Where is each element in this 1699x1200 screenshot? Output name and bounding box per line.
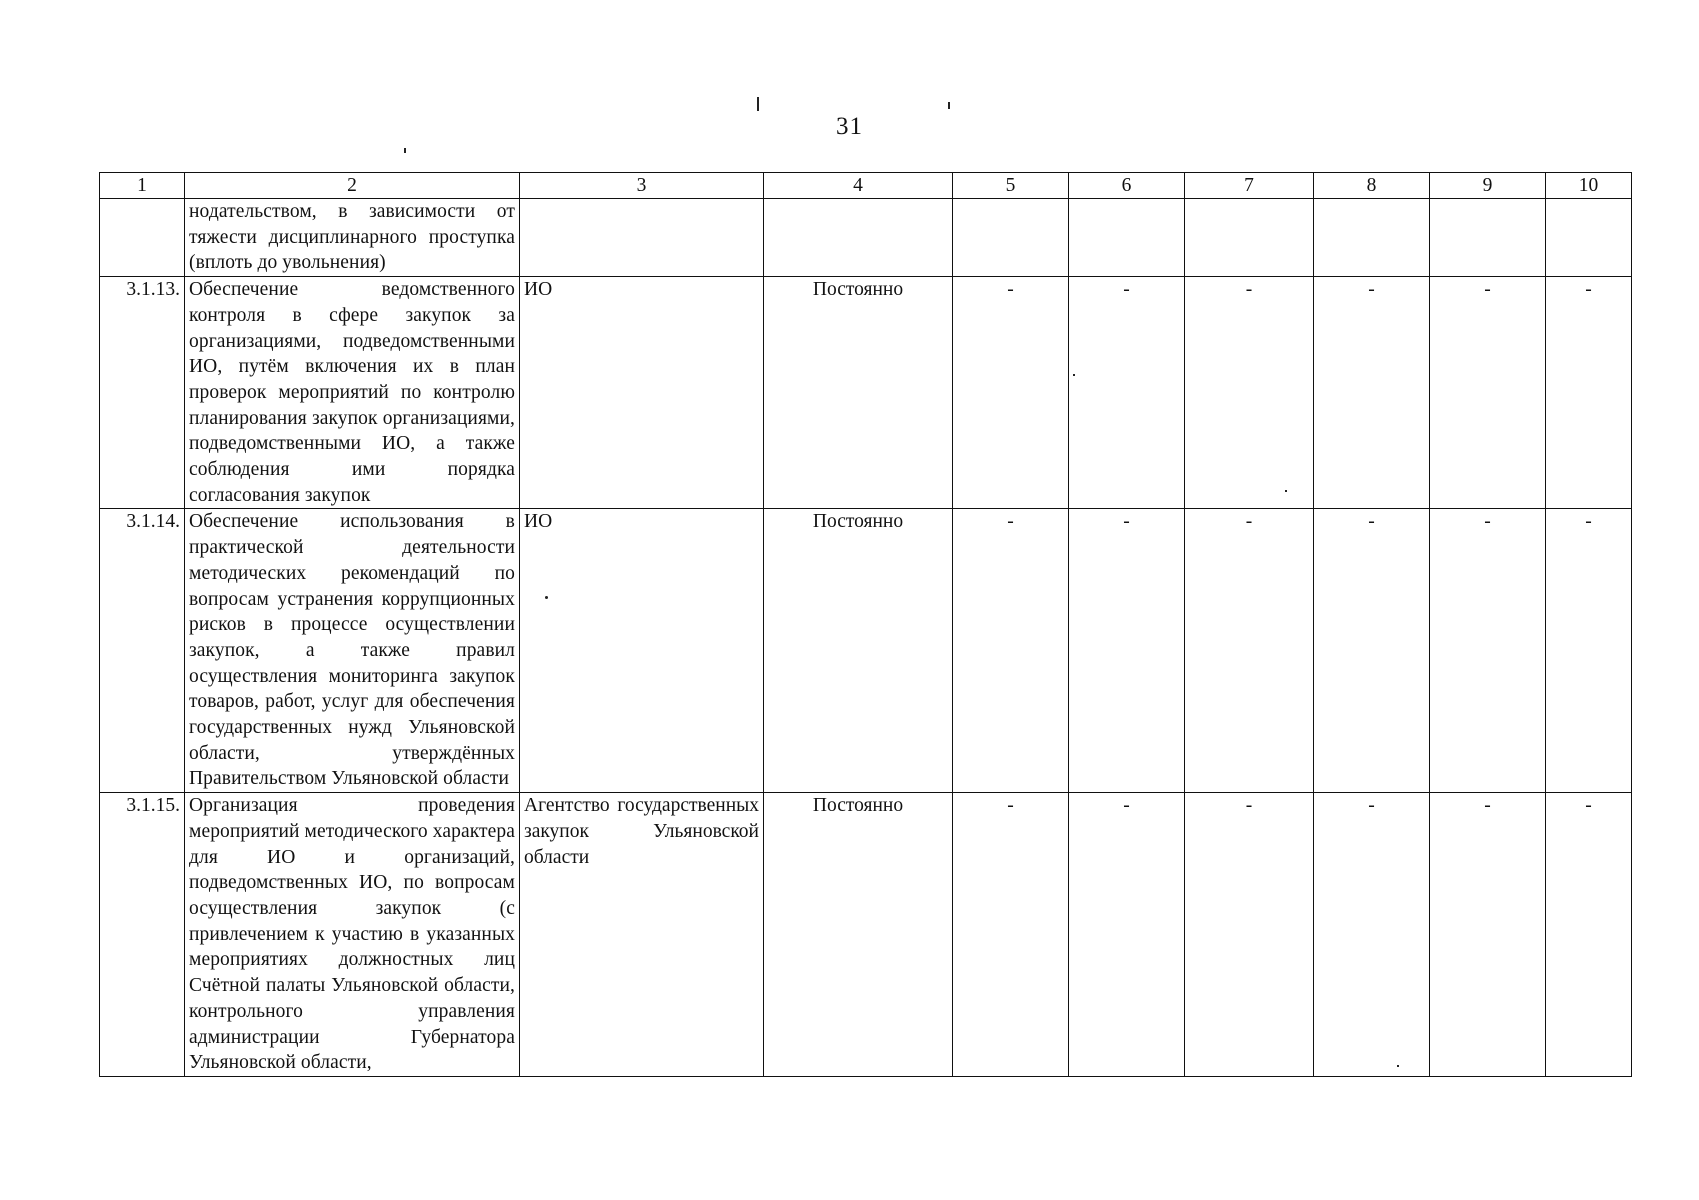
row-value: - (1069, 793, 1185, 1077)
row-value (1430, 199, 1546, 277)
column-header: 1 (100, 173, 185, 199)
scan-speck (757, 97, 759, 111)
column-header: 8 (1314, 173, 1430, 199)
row-number: 3.1.13. (100, 277, 185, 509)
row-number (100, 199, 185, 277)
row-executor: Агентство государственных закупок Ульяновской области (520, 793, 764, 1077)
table-row (100, 509, 1632, 793)
row-description: нодательством, в зависимости от тяжести дисциплинарного проступка (вплоть до увольнения) (185, 199, 520, 277)
scan-speck (948, 102, 950, 109)
row-term: Постоянно (764, 509, 953, 793)
row-value: - (1314, 277, 1430, 509)
row-value (953, 199, 1069, 277)
row-value: - (1430, 277, 1546, 509)
row-value: - (953, 793, 1069, 1077)
row-value: - (953, 509, 1069, 793)
column-header: 4 (764, 173, 953, 199)
measures-table (99, 172, 1632, 1077)
row-value: - (1314, 509, 1430, 793)
row-value (1069, 199, 1185, 277)
row-description: Обеспечение ведомственного контроля в сфере закупок за организациями, подведомственными ИО, путём включения их в план проверок мероприятий по контролю планирования закупок организациями, подведомственными ИО, а также соблюдения ими порядка согласования закупок (185, 277, 520, 509)
row-term: Постоянно (764, 277, 953, 509)
row-description: Обеспечение использования в практической деятельности методических рекомендаций по вопросам устранения коррупционных рисков в процессе осуществлении закупок, а также правил осуществления мониторинга закупок товаров, работ, услуг для обеспечения государственных нужд Ульяновской области, утверждённых Правительством Ульяновской области (185, 509, 520, 793)
column-header: 3 (520, 173, 764, 199)
row-value: - (1546, 509, 1632, 793)
row-executor: ИО (520, 509, 764, 793)
page-number: 31 (836, 113, 863, 140)
column-header: 6 (1069, 173, 1185, 199)
row-term (764, 199, 953, 277)
row-number: 3.1.15. (100, 793, 185, 1077)
column-header: 7 (1185, 173, 1314, 199)
scan-speck (404, 148, 406, 153)
table-row (100, 199, 1632, 277)
column-header: 9 (1430, 173, 1546, 199)
row-value (1185, 199, 1314, 277)
row-value: - (1185, 509, 1314, 793)
row-number: 3.1.14. (100, 509, 185, 793)
row-description: Организация проведения мероприятий методического характера для ИО и организаций, подведомственных ИО, по вопросам осуществления закупок (с привлечением к участию в указанных мероприятиях должностных лиц Счётной палаты Ульяновской области, контрольного управления администрации Губернатора Ульяновской области, (185, 793, 520, 1077)
row-value: - (1546, 793, 1632, 1077)
row-executor: ИО (520, 277, 764, 509)
row-value: - (1185, 793, 1314, 1077)
table-row (100, 277, 1632, 509)
row-value: - (1430, 793, 1546, 1077)
row-term: Постоянно (764, 793, 953, 1077)
column-header: 10 (1546, 173, 1632, 199)
row-value: - (1185, 277, 1314, 509)
row-value: - (953, 277, 1069, 509)
row-value (1314, 199, 1430, 277)
table-header-row (100, 173, 1632, 199)
row-value (1546, 199, 1632, 277)
row-value: - (1069, 277, 1185, 509)
row-value: - (1314, 793, 1430, 1077)
column-header: 5 (953, 173, 1069, 199)
column-header: 2 (185, 173, 520, 199)
row-value: - (1069, 509, 1185, 793)
row-executor (520, 199, 764, 277)
table-row (100, 793, 1632, 1077)
row-value: - (1430, 509, 1546, 793)
row-value: - (1546, 277, 1632, 509)
